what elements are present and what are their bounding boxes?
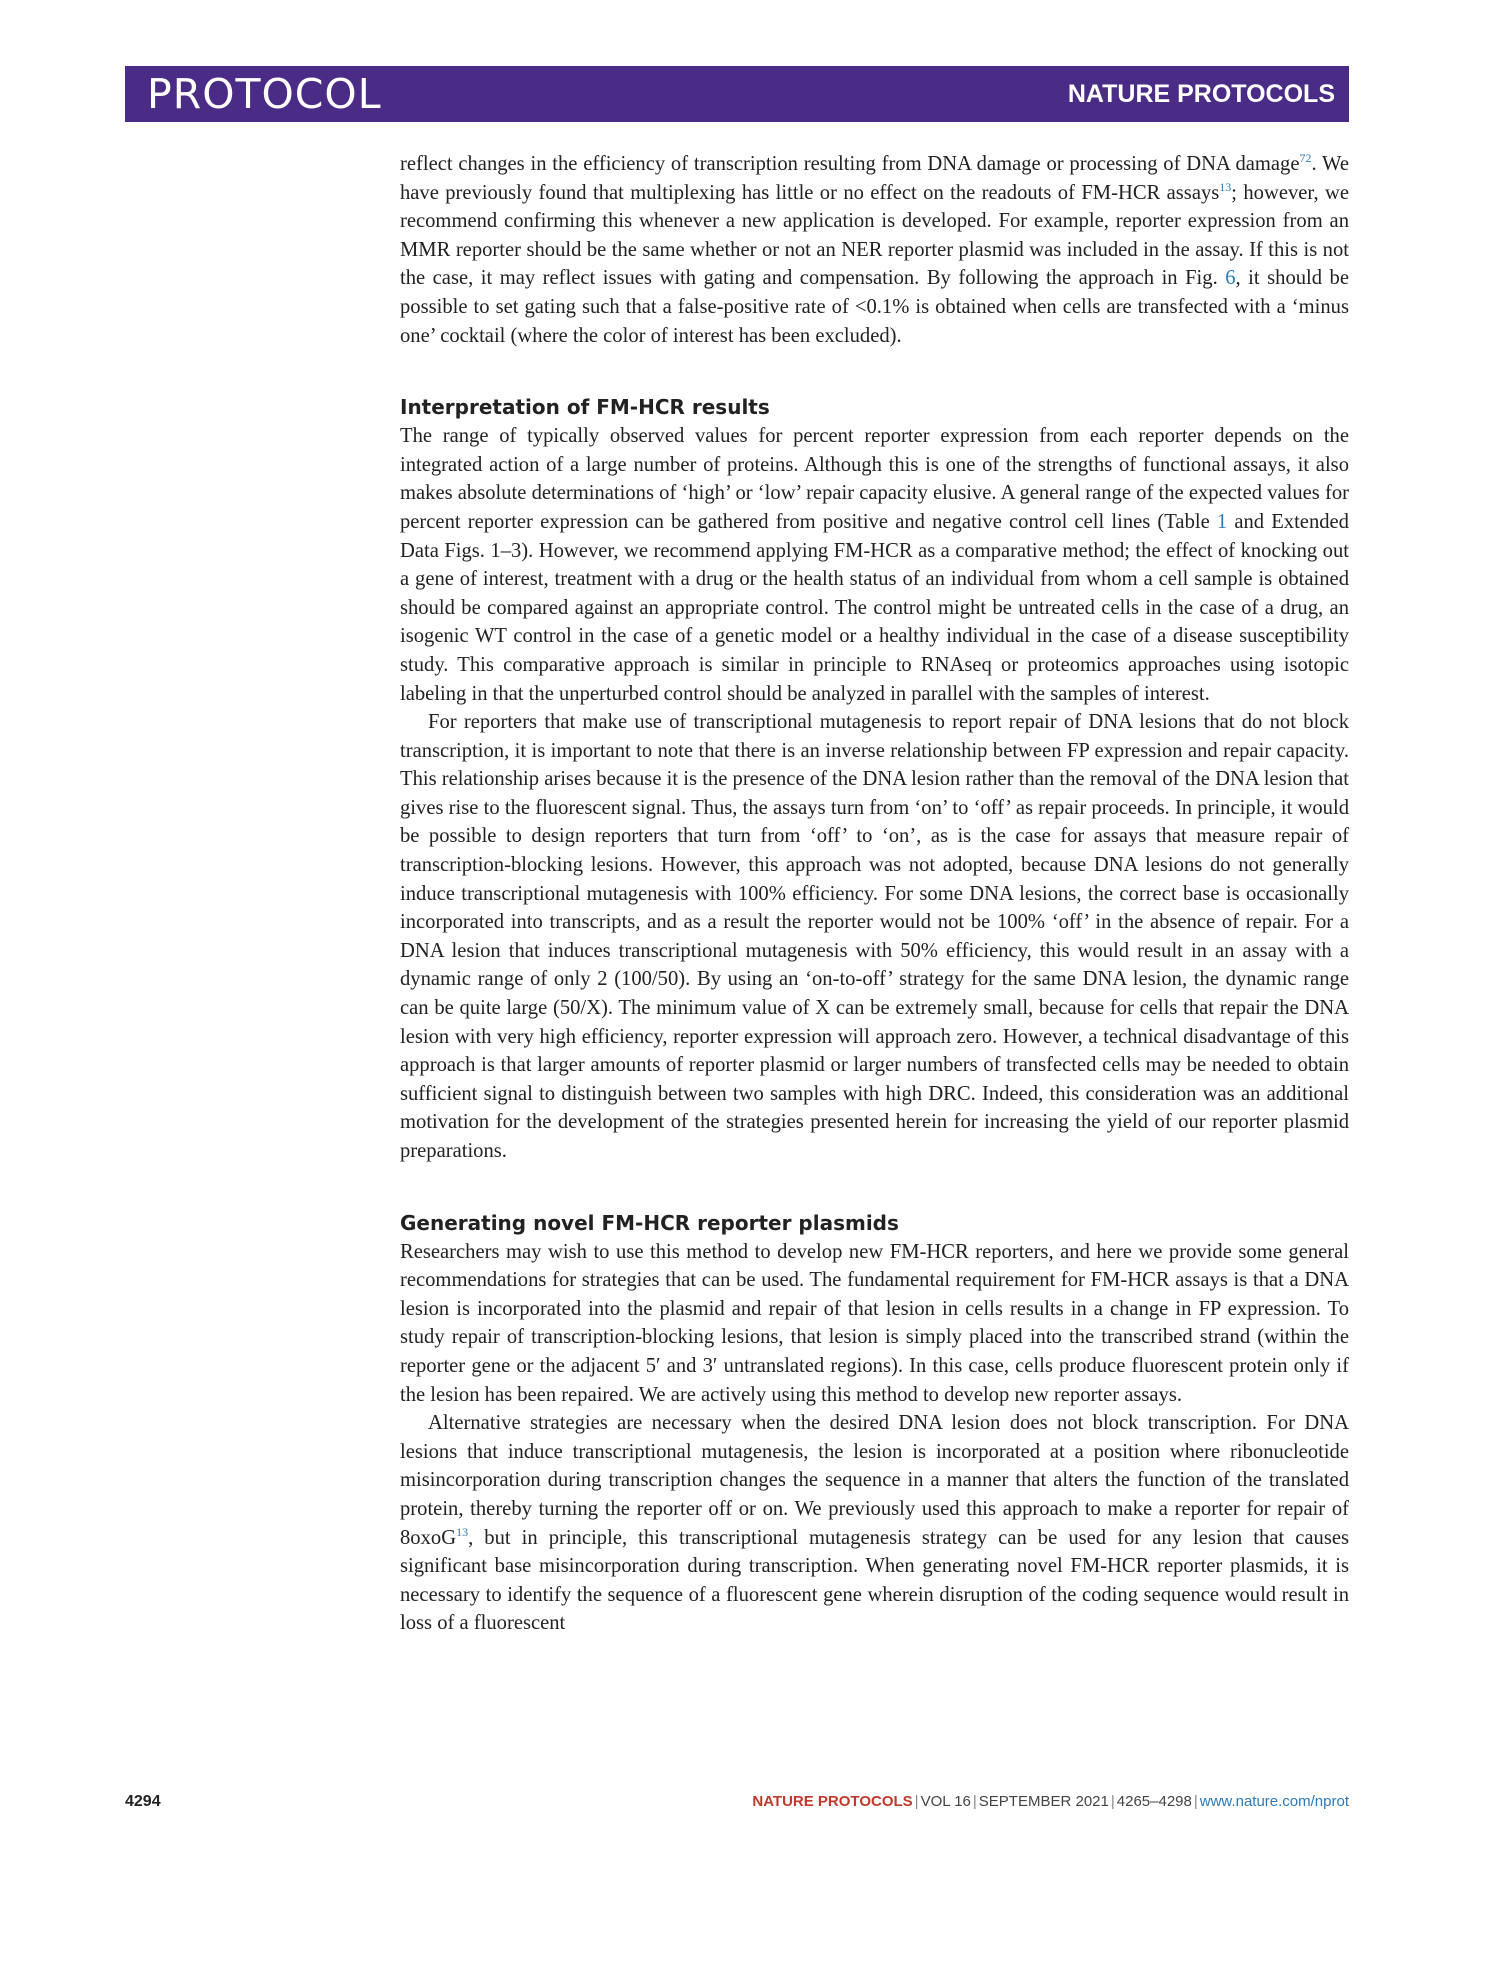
text: and Extended Data Figs. 1–3). However, we recommend applying FM-HCR as a comparative method; the effect of knocking out a gene of interest, treatment with a drug or the health status of an individual from whom a cell sample is obtained should be compared against an appropriate control. The control might be untreated cells in the case of a drug, an isogenic WT control in the case of a genetic model or a healthy individual in the case of a disease susceptibility study. This comparative approach is similar in principle to RNAseq or proteomics approaches using isotopic labeling in that the unperturbed control should be analyzed in parallel with the samples of interest.	[400, 510, 1349, 705]
citation-link[interactable]: 72	[1299, 151, 1312, 165]
section-label: PROTOCOL	[147, 70, 382, 118]
article-body	[400, 150, 1349, 1638]
paragraph: For reporters that make use of transcriptional mutagenesis to report repair of DNA lesions that do not block transcription, it is important to note that there is an inverse relationship between FP expression and repair capacity. This relationship arises because it is the presence of the DNA lesion rather than the removal of the DNA lesion that gives rise to the fluorescent signal. Thus, the assays turn from ‘on’ to ‘off’ as repair proceeds. In principle, it would be possible to design reporters that turn from ‘off’ to ‘on’, as is the case for assays that measure repair of transcription-blocking lesions. However, this approach was not adopted, because DNA lesions do not generally induce transcriptional mutagenesis with 100% efficiency. For some DNA lesions, the correct base is occasionally incorporated into transcripts, and as a result the reporter would not be 100% ‘off’ in the absence of repair. For a DNA lesion that induces transcriptional mutagenesis with 50% efficiency, this would result in an assay with a dynamic range of only 2 (100/50). By using an ‘on-to-off’ strategy for the same DNA lesion, the dynamic range can be quite large (50/X). The minimum value of X can be extremely small, because for cells that repair the DNA lesion with very high efficiency, reporter expression will approach zero. However, a technical disadvantage of this approach is that larger amounts of reporter plasmid or larger numbers of transfected cells may be needed to obtain sufficient signal to distinguish between two samples with high DRC. Indeed, this consideration was an additional motivation for the development of the strategies presented herein for increasing the yield of our reporter plasmid preparations.	[400, 711, 1349, 1162]
text: , it should be possible to set gating such that a false-positive rate of <0.1% is obtained when cells are transfected with a ‘minus one’ cocktail (where the color of interest has been excluded).	[400, 267, 1349, 347]
paragraph	[400, 422, 1349, 708]
figure-link[interactable]: 6	[1225, 267, 1236, 290]
section-heading: Generating novel FM-HCR reporter plasmids	[400, 1210, 899, 1235]
citation-link[interactable]: 13	[1219, 179, 1232, 194]
text: . We have previously found that multiplexing has little or no effect on the readouts of FM-HCR assays	[400, 153, 1349, 204]
footer-volume: VOL 16	[920, 1793, 971, 1810]
page-number: 4294	[125, 1793, 161, 1810]
footer-date: SEPTEMBER 2021	[978, 1793, 1109, 1810]
footer-url-link[interactable]: www.nature.com/nprot	[1199, 1793, 1349, 1810]
text: The range of typically observed values for percent reporter expression from each reporter depends on the integrated action of a large number of proteins. Although this is one of the strengths of functional assays, it also makes absolute determinations of ‘high’ or ‘low’ repair capacity elusive. A general range of the expected values for percent reporter expression can be gathered from positive and negative control cell lines (Table	[400, 425, 1349, 533]
section-heading: Interpretation of FM-HCR results	[400, 395, 770, 420]
text: reflect changes in the efficiency of transcription resulting from DNA damage or processing of DNA damage	[400, 153, 1300, 175]
paragraph: Researchers may wish to use this method to develop new FM-HCR reporters, and here we provide some general recommendations for strategies that can be used. The fundamental requirement for FM-HCR assays is that a DNA lesion is incorporated into the plasmid and repair of that lesion in cells results in a change in FP expression. To study repair of transcription-blocking lesions, that lesion is simply placed into the transcribed strand (within the reporter gene or the adjacent 5′ and 3′ untranslated regions). In this case, cells produce fluorescent protein only if the lesion has been repaired. We are actively using this method to develop new reporter assays.	[400, 1240, 1349, 1406]
text: ; however, we recommend confirming this whenever a new application is developed. For example, reporter expression from an MMR reporter should be the same whether or not an NER reporter plasmid was included in the assay. If this is not the case, it may reflect issues with gating and compensation. By following the approach in Fig.	[400, 181, 1349, 290]
footer-citation: NATURE PROTOCOLS | VOL 16 | SEPTEMBER 2021 | 4265–4298 | www.nature.com/nprot	[752, 1793, 1349, 1810]
text: , but in principle, this transcriptional mutagenesis strategy can be used for any lesion that causes significant base misincorporation during transcription. When generating novel FM-HCR reporter plasmids, it is necessary to identify the sequence of a fluorescent gene wherein disruption of the coding sequence would result in loss of a fluorescent	[400, 1526, 1349, 1635]
table-link[interactable]: 1	[1216, 510, 1228, 533]
paragraph	[400, 1409, 1349, 1638]
text: Alternative strategies are necessary when the desired DNA lesion does not block transcription. For DNA lesions that induce transcriptional mutagenesis, the lesion is incorporated at a position where ribonucleotide misincorporation during transcription changes the sequence in a manner that alters the function of the translated protein, thereby turning the reporter off or on. We previously used this approach to make a reporter for repair of 8oxoG	[400, 1412, 1349, 1549]
header-bar	[125, 66, 1349, 122]
footer-pages: 4265–4298	[1116, 1793, 1192, 1810]
citation-link[interactable]: 13	[456, 1524, 469, 1539]
paragraph	[400, 150, 1349, 350]
footer-journal: NATURE PROTOCOLS	[752, 1793, 913, 1810]
journal-name: NATURE PROTOCOLS	[1067, 80, 1335, 108]
